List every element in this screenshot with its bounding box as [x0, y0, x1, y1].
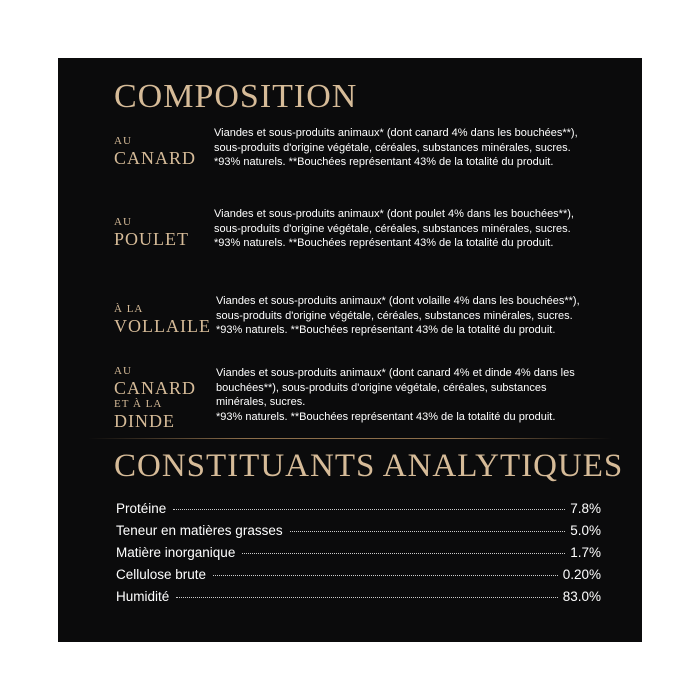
entry-ingredients: Viandes et sous-produits animaux* (dont poulet 4% dans les bouchées**), sous-produits d'origine végétale, céréales, substances minérales, sucres. [214, 208, 574, 235]
analytics-name: Protéine [116, 501, 167, 516]
entry-label-big-2: DINDE [114, 411, 175, 431]
dot-leader [290, 531, 566, 532]
analytics-name: Humidité [116, 589, 170, 604]
entry-label [114, 136, 196, 167]
entry-label [114, 217, 189, 248]
entry-label [114, 366, 196, 430]
entry-description [214, 207, 594, 251]
entry-label-small: AU [114, 216, 132, 228]
analytics-title: CONSTITUANTS ANALYTIQUES [114, 448, 624, 484]
analytics-row-cellulose [116, 567, 601, 589]
analytics-table [116, 501, 601, 611]
composition-title: COMPOSITION [114, 78, 358, 115]
analytics-name: Teneur en matières grasses [116, 523, 283, 538]
entry-description [216, 366, 596, 424]
entry-label-big: VOLLAILE [114, 316, 211, 336]
analytics-row-proteine [116, 501, 601, 523]
entry-label-big: CANARD [114, 378, 197, 398]
entry-ingredients: Viandes et sous-produits animaux* (dont volaille 4% dans les bouchées**), sous-produits d'origine végétale, céréales, substances minérales, sucres. [216, 295, 580, 322]
dot-leader [213, 575, 558, 576]
entry-footnote: *93% naturels. **Bouchées représentant 43% de la totalité du produit. [216, 410, 556, 423]
analytics-name: Cellulose brute [116, 567, 207, 582]
entry-footnote: *93% naturels. **Bouchées représentant 43% de la totalité du produit. [214, 156, 554, 168]
entry-footnote: *93% naturels. **Bouchées représentant 43% de la totalité du produit. [214, 237, 554, 249]
entry-footnote: *93% naturels. **Bouchées représentant 43% de la totalité du produit. [216, 324, 556, 336]
entry-label-big: POULET [114, 229, 189, 249]
analytics-row-humidite [116, 589, 601, 611]
entry-label-small: AU [114, 365, 132, 377]
entry-label-small: AU [114, 135, 132, 147]
analytics-row-matieres-grasses [116, 523, 601, 545]
dot-leader [176, 597, 557, 598]
analytics-value: 5.0% [570, 523, 601, 538]
analytics-value: 1.7% [570, 545, 601, 560]
analytics-value: 0.20% [562, 567, 601, 582]
section-divider [88, 438, 612, 439]
entry-description [214, 126, 594, 170]
analytics-value: 7.8% [570, 501, 601, 516]
dot-leader [173, 509, 565, 510]
entry-label-small-2: ET À LA [114, 398, 163, 410]
entry-label-big: CANARD [114, 148, 197, 168]
analytics-value: 83.0% [562, 589, 601, 604]
entry-ingredients: Viandes et sous-produits animaux* (dont canard 4% dans les bouchées**), sous-produits d'origine végétale, céréales, substances minérales, sucres. [214, 127, 578, 154]
nutrition-panel [58, 58, 642, 642]
entry-description [216, 294, 596, 338]
analytics-row-matiere-inorganique [116, 545, 601, 567]
entry-ingredients: Viandes et sous-produits animaux* (dont canard 4% et dinde 4% dans les bouchées**), sous-produits d'origine végétale, céréales, substances minérales, sucres. [216, 367, 575, 408]
dot-leader [242, 553, 565, 554]
entry-label [114, 304, 211, 335]
analytics-name: Matière inorganique [116, 545, 236, 560]
entry-label-small: À LA [114, 303, 144, 315]
